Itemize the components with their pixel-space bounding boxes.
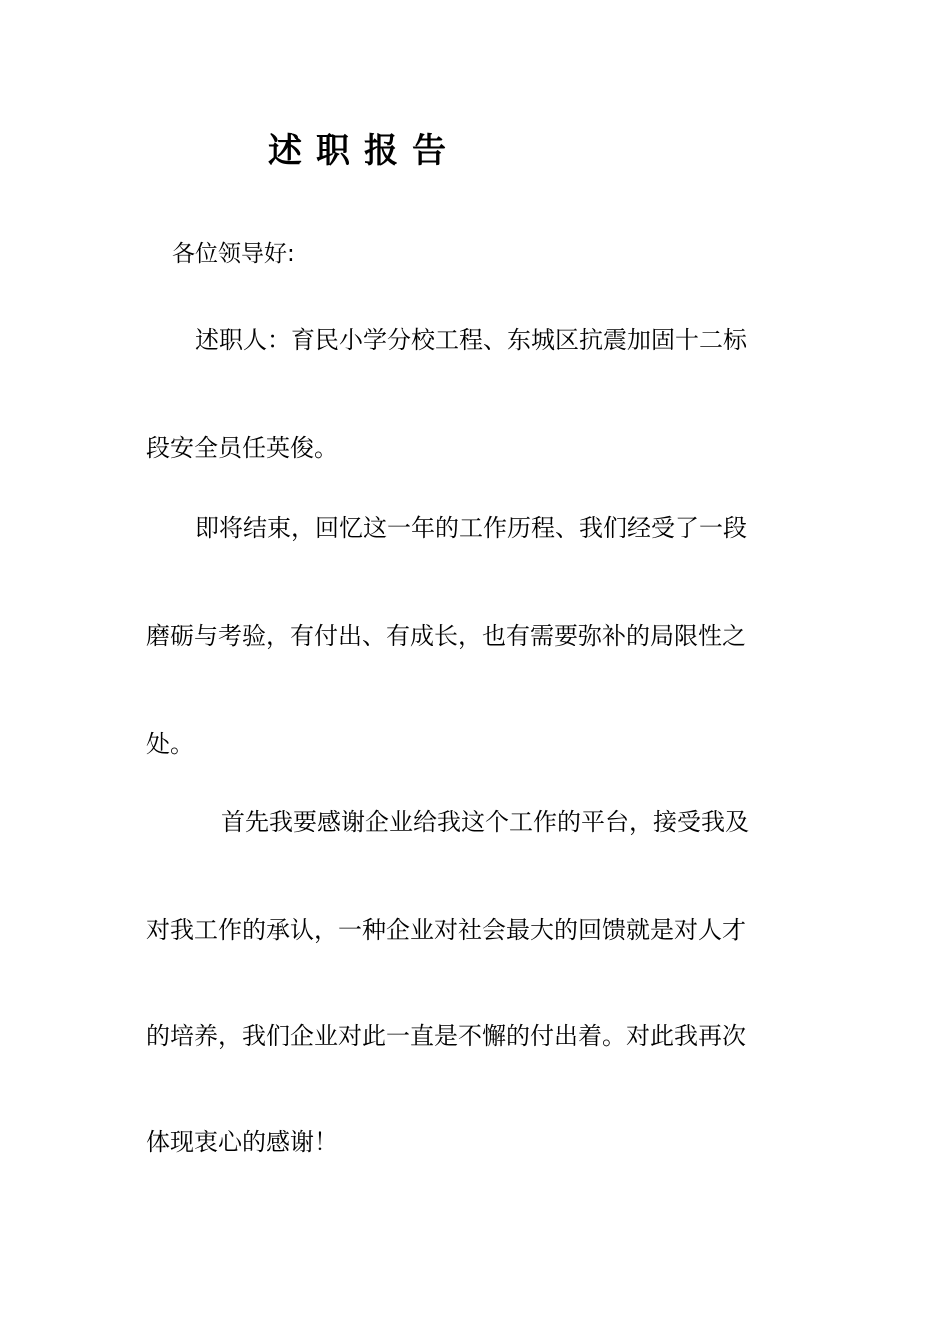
greeting: 各位领导好:: [172, 241, 295, 267]
document-title: 述职报告: [268, 131, 460, 171]
paragraph-3-line-3: 的培养，我们企业对此一直是不懈的付出着。对此我再次: [146, 1022, 746, 1050]
paragraph-3-line-1: 首先我要感谢企业给我这个工作的平台，接受我及: [221, 808, 749, 836]
paragraph-1-line-1: 述职人：育民小学分校工程、东城区抗震加固十二标: [195, 326, 747, 354]
paragraph-2-line-3: 处。: [146, 730, 194, 758]
paragraph-3-line-4: 体现衷心的感谢！: [146, 1128, 338, 1156]
paragraph-3-line-2: 对我工作的承认，一种企业对社会最大的回馈就是对人才: [146, 916, 746, 944]
paragraph-2-line-2: 磨砺与考验，有付出、有成长，也有需要弥补的局限性之: [146, 622, 746, 650]
paragraph-2-line-1: 即将结束，回忆这一年的工作历程、我们经受了一段: [195, 514, 747, 542]
paragraph-1-line-2: 段安全员任英俊。: [146, 434, 338, 462]
